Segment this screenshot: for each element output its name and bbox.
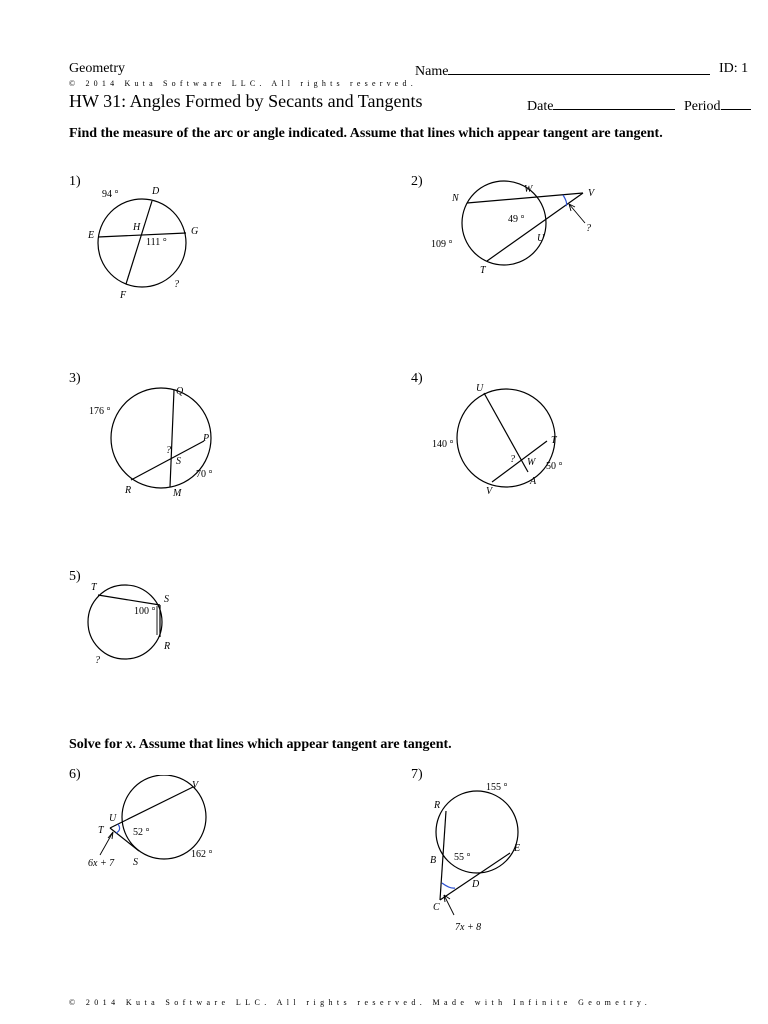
point-v: V — [486, 486, 493, 497]
point-r: R — [164, 641, 171, 652]
point-m: M — [173, 488, 182, 499]
problem-7-number: 7) — [411, 767, 423, 782]
problem-7-diagram — [420, 775, 590, 940]
expression-label: 6x + 7 — [88, 858, 115, 869]
problem-5-diagram — [80, 575, 200, 675]
footer-text: © 2014 Kuta Software LLC. All rights reserved. Made with Infinite Geometry. — [69, 998, 652, 1007]
name-field[interactable] — [415, 61, 710, 80]
question-mark: ? — [166, 445, 171, 456]
arc-m-label: 70 ° — [196, 469, 213, 480]
copyright-line: © 2014 Kuta Software LLC. All rights reserved. — [69, 79, 417, 88]
point-e: E — [514, 843, 521, 854]
problem-1-diagram — [80, 180, 220, 310]
point-w: W — [524, 184, 533, 195]
section1-instruction: Find the measure of the arc or angle indicated. Assume that lines which appear tangent are tangent. — [69, 126, 663, 141]
date-label: Date — [527, 99, 554, 114]
problem-3-diagram — [80, 380, 230, 505]
point-u: U — [476, 383, 484, 394]
point-v: V — [588, 188, 595, 199]
point-r: R — [125, 485, 132, 496]
circle — [436, 791, 521, 873]
point-t: T — [98, 825, 104, 836]
point-u: U — [109, 813, 117, 824]
period-blank[interactable] — [721, 96, 751, 110]
period-field[interactable] — [684, 96, 751, 115]
point-w: W — [527, 457, 536, 468]
point-h: H — [133, 222, 141, 233]
arc-q-label: 176 ° — [89, 406, 111, 417]
angle-arc — [442, 883, 455, 888]
point-c: C — [433, 902, 440, 913]
problem-2-number: 2) — [411, 174, 423, 189]
name-label: Name — [415, 64, 449, 79]
angle-arc — [563, 195, 567, 206]
point-s: S — [176, 456, 181, 467]
course-name: Geometry — [69, 61, 125, 76]
arc-d-label: 94 ° — [102, 189, 119, 200]
date-blank[interactable] — [553, 96, 675, 110]
point-s: S — [133, 857, 138, 868]
point-f: F — [120, 290, 127, 301]
point-g: G — [191, 226, 199, 237]
angle-label: 100 ° — [134, 606, 156, 617]
problem-4-diagram — [420, 380, 590, 500]
point-u: U — [537, 233, 545, 244]
problem-2-diagram — [420, 175, 610, 285]
question-mark: ? — [95, 655, 100, 666]
angle-label: 52 ° — [133, 827, 150, 838]
point-t: T — [480, 265, 486, 276]
question-mark: ? — [174, 279, 179, 290]
problem-6-number: 6) — [69, 767, 81, 782]
period-label: Period — [684, 99, 721, 114]
point-q: Q — [176, 386, 184, 397]
expression-label: 7x + 8 — [455, 922, 482, 933]
question-mark: ? — [586, 223, 591, 234]
secant-tv — [110, 787, 193, 828]
question-mark: ? — [510, 454, 515, 465]
page-title: HW 31: Angles Formed by Secants and Tangents — [69, 91, 423, 111]
point-d: D — [472, 879, 480, 890]
instruction-suffix: . Assume that lines which appear tangent are tangent. — [132, 737, 452, 752]
problem-5-number: 5) — [69, 569, 81, 584]
problem-4-number: 4) — [411, 371, 423, 386]
arc-w-label: 49 ° — [508, 214, 525, 225]
circle — [98, 199, 186, 287]
point-t: T — [551, 435, 557, 446]
arc-a-label: 50 ° — [546, 461, 563, 472]
point-v: V — [192, 780, 199, 791]
problem-6-diagram — [80, 775, 240, 875]
point-t: T — [91, 582, 97, 593]
arc-u-label: 140 ° — [432, 439, 454, 450]
point-b: B — [430, 855, 437, 866]
point-a: A — [530, 476, 537, 487]
name-blank[interactable] — [448, 61, 710, 75]
circle — [462, 181, 546, 265]
chord-ts — [98, 595, 160, 605]
point-d: D — [152, 186, 160, 197]
point-r: R — [434, 800, 441, 811]
pointer-line — [569, 204, 585, 223]
angle-label: 111 ° — [146, 237, 167, 248]
arc-t-label: 109 ° — [431, 239, 453, 250]
chord-tv — [492, 441, 547, 482]
chord-qm — [170, 390, 174, 487]
problem-3-number: 3) — [69, 371, 81, 386]
arc-label: 162 ° — [191, 849, 213, 860]
section2-instruction — [69, 737, 452, 753]
instruction-prefix: Solve for — [69, 737, 126, 752]
arc-top-label: 155 ° — [486, 782, 508, 793]
pointer-arrowhead — [108, 832, 113, 839]
secant-ce — [440, 853, 510, 900]
point-p: P — [203, 433, 210, 444]
point-n: N — [452, 193, 459, 204]
arc-inner-label: 55 ° — [454, 852, 471, 863]
secant-cr — [440, 811, 446, 900]
id-label: ID: 1 — [719, 61, 749, 76]
point-s: S — [164, 594, 169, 605]
point-e: E — [88, 230, 95, 241]
circle — [88, 585, 162, 659]
instruction-variable: x — [125, 737, 133, 752]
date-field[interactable] — [527, 96, 675, 115]
problem-1-number: 1) — [69, 174, 81, 189]
